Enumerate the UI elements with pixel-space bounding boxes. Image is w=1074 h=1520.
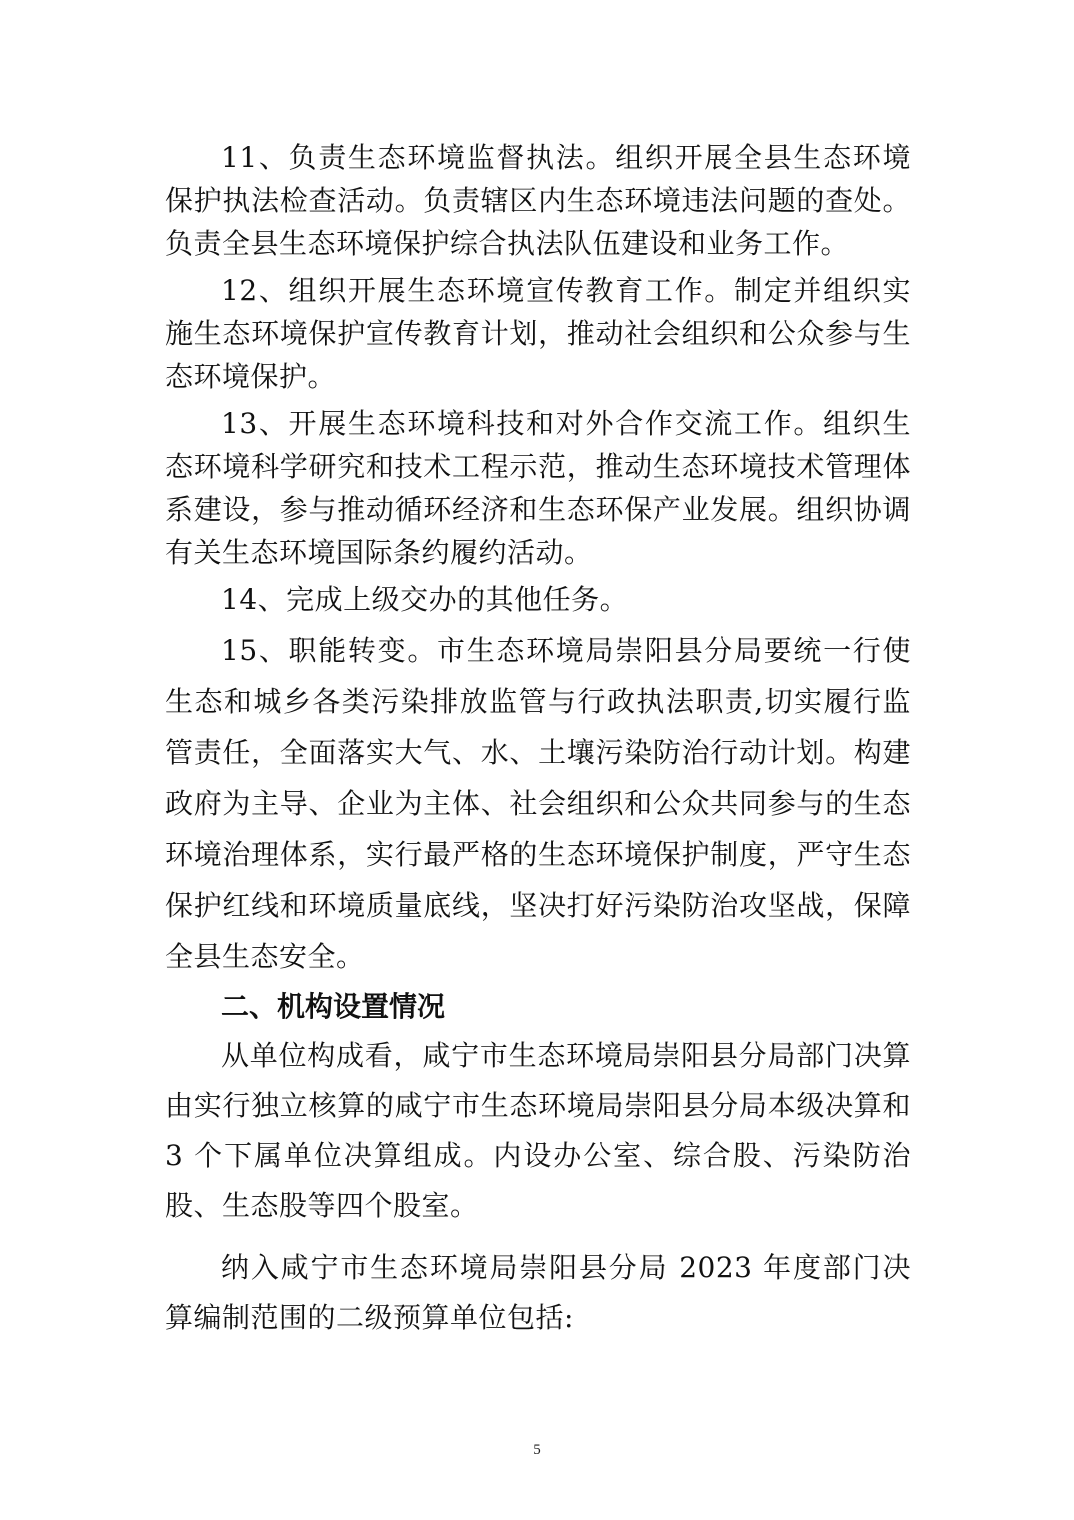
paragraph-item-11: 11、负责生态环境监督执法。组织开展全县生态环境保护执法检查活动。负责辖区内生态环境违法问题的查处。负责全县生态环境保护综合执法队伍建设和业务工作。 bbox=[165, 141, 911, 260]
paragraph-item-14: 14、完成上级交办的其他任务。 bbox=[221, 583, 629, 616]
paragraph-item-12: 12、组织开展生态环境宣传教育工作。制定并组织实施生态环境保护宣传教育计划，推动社会组织和公众参与生态环境保护。 bbox=[165, 274, 911, 393]
paragraph-item-13: 13、开展生态环境科技和对外合作交流工作。组织生态环境科学研究和技术工程示范，推动生态环境技术管理体系建设，参与推动循环经济和生态环保产业发展。组织协调有关生态环境国际条约履约活动。 bbox=[165, 407, 911, 569]
page-number: 5 bbox=[533, 1442, 541, 1458]
document-body bbox=[165, 136, 911, 1343]
paragraph-unit-composition: 从单位构成看，咸宁市生态环境局崇阳县分局部门决算由实行独立核算的咸宁市生态环境局崇阳县分局本级决算和 3 个下属单位决算组成。内设办公室、综合股、污染防治股、生态股等四个股室。 bbox=[165, 1039, 911, 1222]
paragraph-budget-scope: 纳入咸宁市生态环境局崇阳县分局 2023 年度部门决算编制范围的二级预算单位包括: bbox=[165, 1251, 911, 1334]
section-heading: 二、机构设置情况 bbox=[221, 990, 446, 1023]
paragraph-item-15: 15、职能转变。市生态环境局崇阳县分局要统一行使生态和城乡各类污染排放监管与行政执法职责,切实履行监管责任，全面落实大气、水、土壤污染防治行动计划。构建政府为主导、企业为主体、社会组织和公众共同参与的生态环境治理体系，实行最严格的生态环境保护制度，严守生态保护红线和环境质量底线，坚决打好污染防治攻坚战，保障全县生态安全。 bbox=[165, 634, 911, 973]
